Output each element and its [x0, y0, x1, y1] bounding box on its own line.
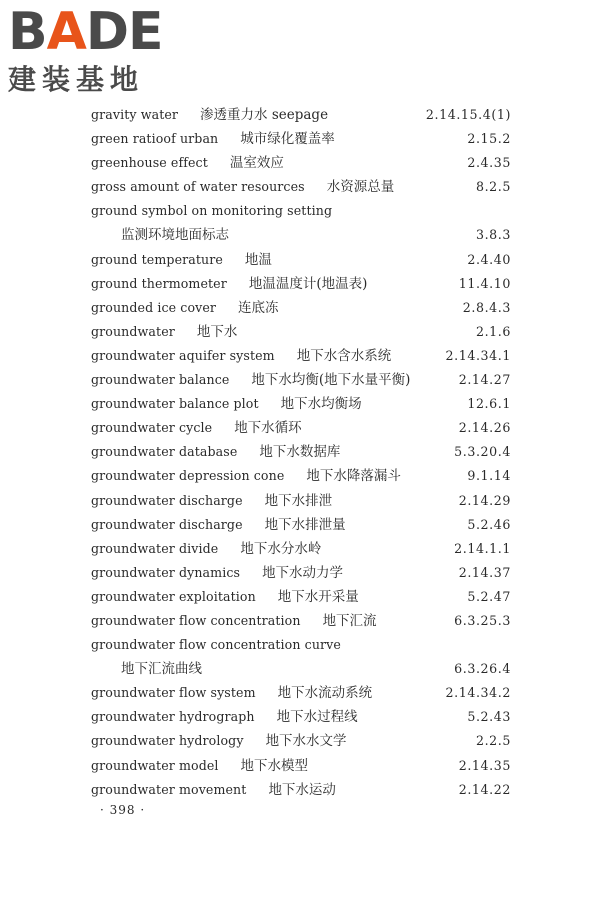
entry-chinese: 监测环境地面标志 [121, 227, 229, 244]
entry-term: ground symbol on monitoring setting [91, 203, 333, 219]
entry-term: groundwater [91, 323, 175, 339]
entry-section-number: 2.14.34.1 [445, 347, 511, 363]
entry-chinese: 地下水均衡场 [280, 396, 362, 413]
page-number: · 398 · [100, 803, 146, 817]
entry-chinese: 地下水开采量 [277, 588, 359, 605]
entry-section-number: 5.3.20.4 [454, 444, 511, 460]
entry-section-number: 5.2.46 [467, 516, 511, 532]
glossary-entry [91, 223, 511, 247]
entry-chinese: 地下水数据库 [259, 444, 341, 461]
entry-term: groundwater depression cone [91, 468, 285, 484]
glossary-entry [91, 320, 511, 344]
entry-chinese: 地下水分水岭 [240, 540, 322, 557]
entry-section-number: 6.3.26.4 [454, 661, 511, 677]
glossary-entry [91, 175, 511, 199]
entry-chinese: 连底冻 [238, 299, 279, 316]
glossary-entry [91, 657, 511, 681]
glossary-entry [91, 609, 511, 633]
entry-term: ground thermometer [91, 275, 227, 291]
entry-term: groundwater database [91, 444, 238, 460]
entry-section-number: 2.4.35 [467, 155, 511, 171]
glossary-entry [91, 440, 511, 464]
entry-chinese: 地下水含水系统 [296, 347, 392, 364]
entry-term: groundwater discharge [91, 516, 243, 532]
entry-term: groundwater movement [91, 781, 247, 797]
logo-subtitle: 建装基地 [8, 63, 145, 96]
entry-chinese: 地下水 [196, 323, 238, 340]
entry-chinese: 地下水循环 [234, 420, 302, 437]
entry-section-number: 2.8.4.3 [462, 299, 511, 315]
entry-chinese: 地下水均衡(地下水量平衡) [251, 372, 411, 389]
entry-term: greenhouse effect [91, 155, 208, 171]
glossary-entry [91, 585, 511, 609]
glossary-entry [91, 633, 511, 657]
entry-chinese: 地下水模型 [240, 757, 309, 774]
entry-section-number: 2.2.5 [475, 733, 511, 749]
entry-term: groundwater dynamics [91, 564, 241, 580]
entry-chinese: 渗透重力水 seepage [200, 107, 329, 123]
glossary-entry [91, 754, 511, 778]
entry-term: groundwater balance [91, 372, 230, 388]
entry-section-number: 2.14.34.2 [445, 685, 511, 701]
glossary-entry [91, 729, 511, 753]
glossary-entry [91, 537, 511, 561]
glossary-entry [91, 464, 511, 488]
entry-section-number: 2.14.29 [458, 492, 511, 508]
entry-section-number: 2.14.26 [458, 420, 511, 436]
glossary-entry [91, 344, 511, 368]
entry-term: gross amount of water resources [91, 179, 305, 195]
entry-section-number: 6.3.25.3 [454, 612, 511, 628]
entry-chinese: 地下水流动系统 [277, 685, 373, 702]
entry-section-number: 2.14.1.1 [454, 540, 511, 556]
glossary-entry [91, 416, 511, 440]
glossary-entry [91, 151, 511, 175]
entry-term: groundwater exploitation [91, 588, 256, 604]
entry-chinese: 地温 [244, 251, 272, 268]
entry-section-number: 2.4.40 [467, 251, 511, 267]
entry-section-number: 2.14.37 [458, 564, 511, 580]
glossary-entry [91, 705, 511, 729]
glossary-entry [91, 368, 511, 392]
entry-section-number: 3.8.3 [475, 227, 511, 243]
entry-section-number: 2.15.2 [467, 131, 511, 147]
entry-term: groundwater hydrograph [91, 709, 255, 725]
entry-term: grounded ice cover [91, 299, 217, 315]
entry-section-number: 2.1.6 [475, 323, 511, 339]
entry-chinese: 地下水排泄量 [264, 516, 346, 533]
entry-chinese: 地下水过程线 [276, 709, 358, 726]
glossary-entry [91, 272, 511, 296]
entry-term: groundwater model [91, 757, 219, 773]
entry-chinese: 地下水排泄 [264, 492, 333, 509]
entry-term: groundwater flow system [91, 685, 256, 701]
entry-chinese: 地下汇流曲线 [121, 661, 202, 678]
entry-term: groundwater flow concentration [91, 612, 301, 628]
entry-term: groundwater discharge [91, 492, 243, 508]
glossary-entry [91, 248, 511, 272]
entry-section-number: 5.2.43 [467, 709, 511, 725]
glossary-entry [91, 489, 511, 513]
entry-chinese: 城市绿化覆盖率 [240, 131, 335, 148]
entry-section-number: 9.1.14 [467, 468, 511, 484]
glossary-entry [91, 778, 511, 802]
entry-term: groundwater balance plot [91, 396, 259, 412]
glossary-entry [91, 199, 511, 223]
entry-term: groundwater flow concentration curve [91, 637, 341, 653]
entry-chinese: 地温温度计(地温表) [248, 275, 368, 292]
entry-section-number: 2.14.35 [458, 757, 511, 773]
entry-section-number: 12.6.1 [467, 396, 511, 412]
entry-term: groundwater aquifer system [91, 347, 275, 363]
entry-section-number: 2.14.27 [458, 372, 511, 388]
entry-term: green ratioof urban [91, 131, 219, 147]
glossary-entry [91, 561, 511, 585]
entry-term: groundwater hydrology [91, 733, 244, 749]
entry-term: groundwater divide [91, 540, 219, 556]
entry-section-number: 2.14.22 [458, 781, 511, 797]
entry-term: gravity water [91, 107, 179, 122]
glossary-entry [91, 103, 511, 127]
logo-wordmark: BADE [8, 2, 163, 62]
entry-term: groundwater cycle [91, 420, 213, 436]
entry-section-number: 2.14.15.4(1) [425, 107, 511, 122]
bade-logo [8, 2, 176, 96]
entry-section-number: 5.2.47 [467, 588, 511, 604]
entry-chinese: 地下水水文学 [265, 733, 347, 750]
entry-chinese: 地下水动力学 [262, 564, 344, 581]
glossary-entry [91, 681, 511, 705]
glossary-entry [91, 513, 511, 537]
entry-section-number: 8.2.5 [475, 179, 511, 195]
glossary-entry [91, 296, 511, 320]
entry-chinese: 地下水降落漏斗 [306, 468, 401, 485]
entry-chinese: 地下水运动 [268, 781, 336, 798]
entry-chinese: 温室效应 [229, 155, 284, 172]
glossary-entry [91, 392, 511, 416]
glossary-list [91, 103, 511, 802]
glossary-entry [91, 127, 511, 151]
entry-term: ground temperature [91, 251, 223, 267]
entry-chinese: 地下汇流 [322, 612, 377, 629]
entry-chinese: 水资源总量 [326, 179, 395, 196]
entry-section-number: 11.4.10 [458, 275, 511, 291]
